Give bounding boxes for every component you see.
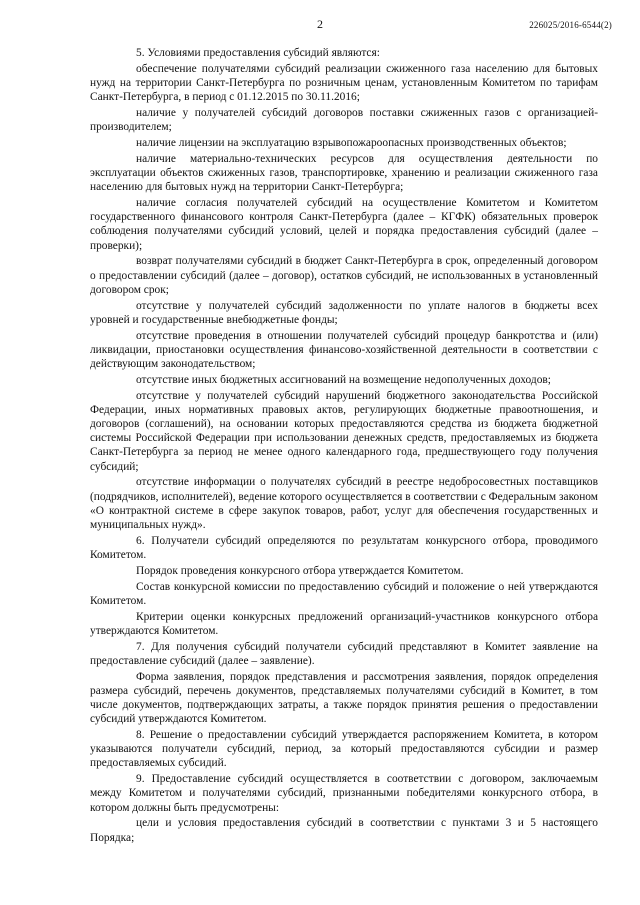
document-registration-code: 226025/2016-6544(2) — [529, 20, 612, 30]
paragraph: наличие согласия получателей субсидий на осуществление Комитетом и Комитетом государственного финансового контроля Санкт-Петербурга (далее – КГФК) обязательных проверок соблюдения получателями субсидий условий, целей и порядка предоставления субсидий (далее – проверки); — [90, 197, 598, 252]
page-number: 2 — [317, 17, 323, 31]
paragraph-8: 8. Решение о предоставлении субсидий утверждается распоряжением Комитета, в котором указываются получатели субсидий, период, за который предоставляются субсидии и размер предоставляемых субсидий. — [90, 729, 598, 770]
paragraph: обеспечение получателями субсидий реализации сжиженного газа населению для бытовых нужд на территории Санкт-Петербурга по розничным ценам, установленным Комитетом по тарифам Санкт-Петербурга, в период с 01.12.2015 по 30.11.2016; — [90, 62, 598, 104]
paragraph-6: 6. Получатели субсидий определяются по результатам конкурсного отбора, проводимого Комитетом. — [90, 534, 598, 562]
paragraph: Состав конкурсной комиссии по предоставлению субсидий и положение о ней утверждаются Комитетом. — [90, 580, 598, 607]
paragraph: отсутствие проведения в отношении получателей субсидий процедур банкротства и (или) ликвидации, приостановки осуществления финансово-хозяйственной деятельности в соответствии с действующим законодательством; — [90, 329, 598, 371]
paragraph: Форма заявления, порядок представления и рассмотрения заявления, порядок определения размера субсидий, перечень документов, представляемых получателями субсидий в Комитет, в том числе документов, подтверждающих затраты, а также порядок принятия решения о предоставлении субсидий утверждаются Комитетом. — [90, 670, 598, 726]
paragraph: наличие лицензии на эксплуатацию взрывопожароопасных производственных объектов; — [136, 137, 567, 149]
paragraph: наличие у получателей субсидий договоров поставки сжиженных газов с организацией-производителем; — [90, 107, 598, 134]
document-body — [90, 46, 598, 846]
paragraph: Порядок проведения конкурсного отбора утверждается Комитетом. — [136, 564, 464, 577]
paragraph: цели и условия предоставления субсидий в соответствии с пунктами 3 и 5 настоящего Порядка; — [90, 817, 598, 844]
paragraph: Критерии оценки конкурсных предложений организаций-участников конкурсного отбора утверждаются Комитетом. — [90, 610, 598, 637]
paragraph: отсутствие у получателей субсидий нарушений бюджетного законодательства Российской Федерации, иных нормативных правовых актов, регулирующих бюджетные правоотношения, и договоров (соглашений), на основании которых предоставляются средства из бюджета бюджетной системы Российской Федерации при использовании денежных средств, предоставляемых из бюджета Санкт-Петербурга за период не менее одного календарного года, предшествующего году получения субсидий; — [90, 389, 598, 473]
paragraph: отсутствие иных бюджетных ассигнований на возмещение недополученных доходов; — [136, 373, 551, 386]
paragraph: наличие материально-технических ресурсов для осуществления деятельности по эксплуатации объектов сжиженных газов, транспортировке, хранению и реализации сжиженного газа населению для бытовых нужд на территории Санкт-Петербурга; — [90, 152, 598, 194]
paragraph: возврат получателями субсидий в бюджет Санкт-Петербурга в срок, определенный договором о предоставлении субсидий (далее – договор), остатков субсидий, не использованных в установленный договором срок; — [90, 255, 598, 296]
paragraph-9: 9. Предоставление субсидий осуществляется в соответствии с договором, заключаемым между Комитетом и получателями субсидий, признанными победителями конкурсного отбора, в котором должны быть предусмотрены: — [90, 773, 598, 814]
paragraph-7: 7. Для получения субсидий получатели субсидий представляют в Комитет заявление на предоставление субсидий (далее – заявление). — [90, 640, 598, 667]
paragraph: отсутствие у получателей субсидий задолженности по уплате налогов в бюджеты всех уровней и государственные внебюджетные фонды; — [90, 299, 598, 326]
paragraph: отсутствие информации о получателях субсидий в реестре недобросовестных поставщиков (подрядчиков, исполнителей), ведение которого осуществляется в соответствии с Федеральным законом «О контрактной системе в сфере закупок товаров, работ, услуг для обеспечения государственных и муниципальных нужд». — [90, 476, 598, 532]
paragraph-5-heading: 5. Условиями предоставления субсидий являются: — [136, 47, 380, 59]
